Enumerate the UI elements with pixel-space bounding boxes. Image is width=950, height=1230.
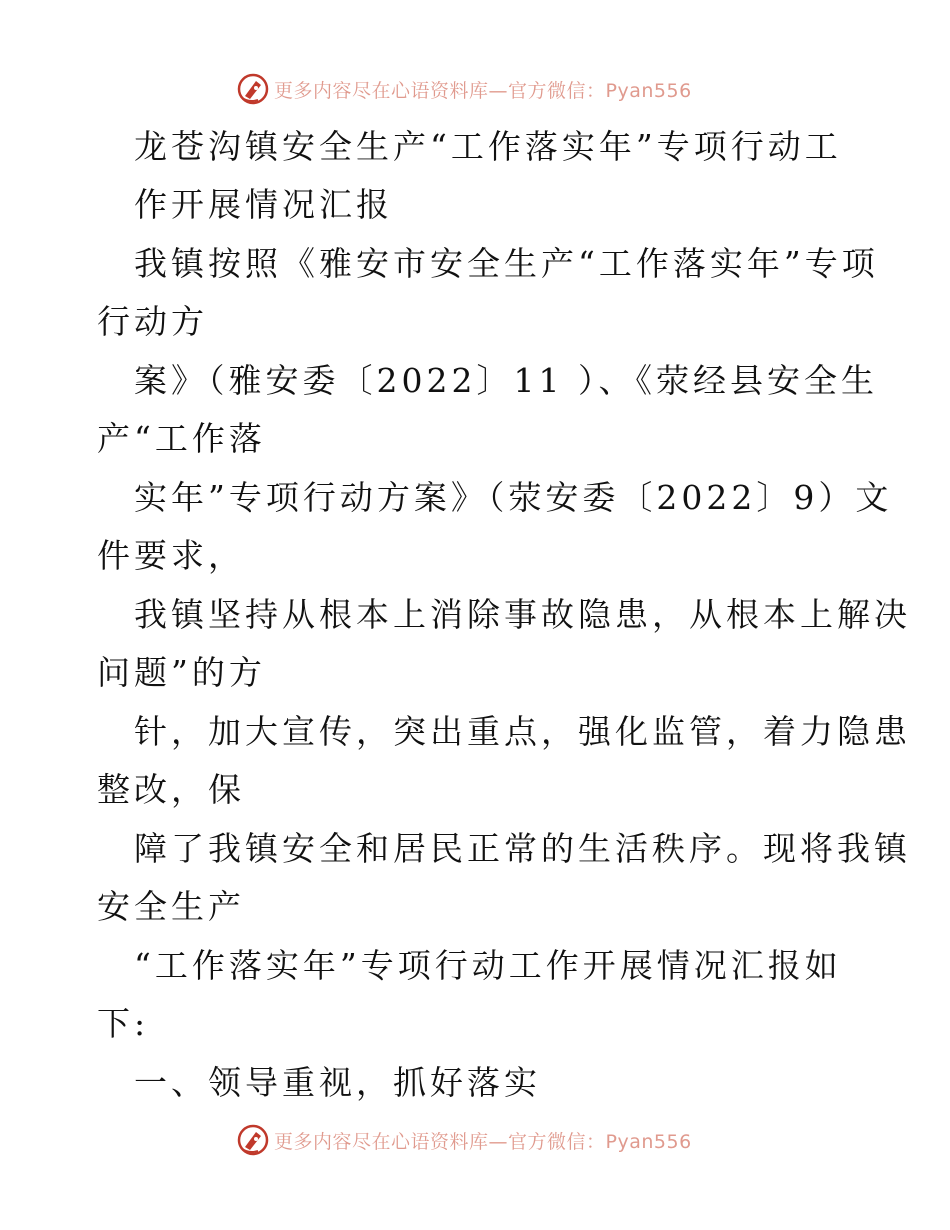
paragraph-line: 我镇坚持从根本上消除事故隐患，从根本上解决 xyxy=(134,595,911,634)
pen-nib-logo-icon xyxy=(236,1123,270,1157)
paragraph-line: 针，加大宣传，突出重点，强化监管，着力隐患 xyxy=(134,712,911,751)
watermark-text: 更多内容尽在心语资料库—官方微信：Pyan556 xyxy=(274,1130,692,1153)
paragraph-line: 件要求， xyxy=(97,536,245,575)
watermark-text: 更多内容尽在心语资料库—官方微信：Pyan556 xyxy=(274,79,692,102)
paragraph-line: 案》（雅安委〔2022〕11 ）、《荥经县安全生 xyxy=(134,361,878,400)
paragraph-line: 下: xyxy=(97,1004,150,1043)
section-heading: 一、领导重视，抓好落实 xyxy=(134,1063,541,1102)
header-watermark xyxy=(0,70,950,110)
paragraph-line: 安全生产 xyxy=(97,887,245,926)
paragraph-line: 障了我镇安全和居民正常的生活秩序。现将我镇 xyxy=(134,829,911,868)
pen-nib-logo-icon xyxy=(236,72,270,106)
paragraph-line: 问题”的方 xyxy=(97,653,266,692)
paragraph-line: 行动方 xyxy=(97,302,208,341)
paragraph-line: 实年”专项行动方案》（荥安委〔2022〕9）文 xyxy=(134,478,893,517)
paragraph-line: 整改，保 xyxy=(97,770,245,809)
title-line-2: 作开展情况汇报 xyxy=(134,185,393,224)
title-line-1: 龙苍沟镇安全生产“工作落实年”专项行动工 xyxy=(134,127,842,166)
paragraph-line: “工作落实年”专项行动工作开展情况汇报如 xyxy=(134,946,842,985)
footer-watermark xyxy=(0,1121,950,1161)
paragraph-line: 我镇按照《雅安市安全生产“工作落实年”专项 xyxy=(134,244,879,283)
paragraph-line: 产“工作落 xyxy=(97,419,266,458)
